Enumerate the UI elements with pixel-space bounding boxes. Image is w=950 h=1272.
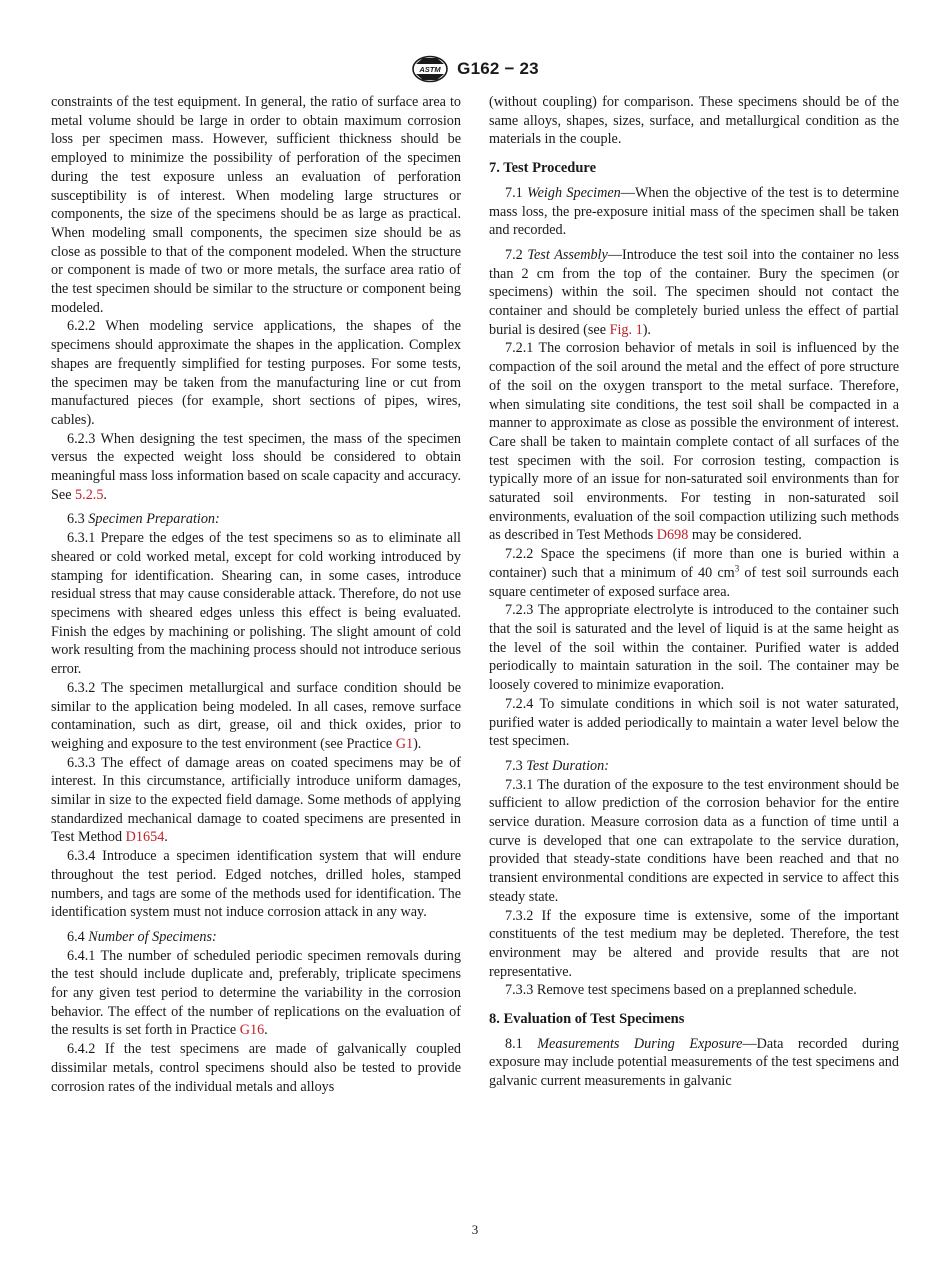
paragraph-7-3-1: 7.3.1 The duration of the exposure to the test environment should be sufficient to allow prediction of the corrosion behavior for the entire service duration. Measure corrosion data as a function of time until a curve is developed that one can extrapolate to the service duration, provided that steady-state conditions have been reached and that no transient environmental conditions are expected in service to affect this steady state. bbox=[489, 776, 899, 905]
section-8-heading: 8. Evaluation of Test Specimens bbox=[489, 1011, 685, 1028]
link-fig-1[interactable]: Fig. 1 bbox=[609, 321, 643, 338]
paragraph-7-2-3: 7.2.3 The appropriate electrolyte is introduced to the container such that the soil is saturated and the level of liquid is at the same height as the level of the soil within the container. Purified water is added periodically to maintain saturation in the soil. The container may be loosely covered to minimize evaporation. bbox=[489, 602, 899, 694]
document-designation: G162 − 23 bbox=[457, 59, 539, 78]
link-d1654[interactable]: D1654 bbox=[125, 829, 165, 846]
paragraph-7-2-2: 7.2.2 Space the specimens (if more than one is buried within a container) such that a minimum of 40 $cm^3$ of test soil surrounds each square centimeter of exposed surface area. bbox=[489, 546, 899, 600]
section-7-3-heading: 7.3 Test Duration: bbox=[505, 757, 609, 774]
svg-text:ASTM: ASTM bbox=[419, 65, 441, 74]
paragraph-7-3-3: 7.3.3 Remove test specimens based on a preplanned schedule. bbox=[505, 982, 857, 999]
link-d698[interactable]: D698 bbox=[656, 527, 689, 544]
paragraph-7-2: 7.2 Test Assembly—Introduce the test soil into the container no less than 2 cm from the top of the container. Bury the specimen (or specimens) within the soil. The specimen should not contact the container and should be completely buried unless the effect of partial burial is desired (see Fig. 1). bbox=[489, 246, 899, 338]
right-column bbox=[489, 93, 899, 1091]
paragraph-6-3-1: 6.3.1 Prepare the edges of the test specimens so as to eliminate all sheared or cold worked metal, except for cold working introduced by stamping for identification. Shearing can, in some cases, introduce residual stress that may cause considerable attack. Therefore, do not use specimens with sheared edges unless this effect is being evaluated. Finish the edges by machining or polishing. The slight amount of cold work resulting from the machining process should not introduce serious error. bbox=[51, 530, 461, 678]
paragraph-6-2-3: 6.2.3 When designing the test specimen, the mass of the specimen versus the expected weight loss should be considered to obtain meaningful mass loss information based on scale capacity and accuracy. See 5.2.5. bbox=[51, 430, 461, 503]
paragraph-8-1: 8.1 Measurements During Exposure—Data recorded during exposure may include potential measurements of the test specimens and galvanic current measurements in galvanic bbox=[489, 1035, 900, 1090]
page-header bbox=[0, 54, 950, 84]
paragraph-6-3-2: 6.3.2 The specimen metallurgical and surface condition should be similar to the application being modeled. In all cases, remove surface contamination, such as dirt, grease, oil and thick oxides, prior to weighing and exposure to the test environment (see Practice G1). bbox=[51, 679, 461, 752]
paragraph-6-4-2-continued: (without coupling) for comparison. These specimens should be of the same alloys, shapes, sizes, surface, and metallurgical condition as the materials in the couple. bbox=[489, 94, 899, 148]
paragraph-7-2-4: 7.2.4 To simulate conditions in which soil is not water saturated, purified water is added periodically to maintain a water level below the test specimen. bbox=[489, 695, 899, 750]
paragraph-6-2-1-continued: constraints of the test equipment. In general, the ratio of surface area to metal volume should be large in order to obtain maximum corrosion loss per specimen mass. However, sufficient thickness should be employed to minimize the possibility of perforation of the specimen during the test exposure unless an evaluation of perforation susceptibility is of interest. When modeling large structures or components, the size of the specimens should be as large as practical. When modeling small components, the specimen size should be as close as possible to that of the component modeled. When the structure or component is made of two or more metals, the surface area ratio of the test specimen should be similar to the structure or component being modeled. bbox=[51, 94, 461, 316]
left-column bbox=[51, 93, 461, 1096]
paragraph-6-2-2: 6.2.2 When modeling service applications, the shapes of the specimens should approximate the shapes in the application. Complex shapes are frequently simplified for testing purposes. For some tests, the specimen may be taken from the manufacturing line or cut from manufactured pieces (for example, short sections of pipes, wires, cables). bbox=[51, 318, 461, 428]
astm-logo-icon bbox=[411, 55, 449, 83]
paragraph-7-3-2: 7.3.2 If the exposure time is extensive, some of the important constituents of the test medium may be depleted. Therefore, the test environment may be altered and provide results that are not representative. bbox=[489, 907, 899, 980]
paragraph-6-3-3: 6.3.3 The effect of damage areas on coated specimens may be of interest. In this circumstance, artificially introduce uniform damages, similar in size to the expected field damage. Some methods of applying standardized mechanical damage to coated specimens are presented in Test Method D1654. bbox=[51, 754, 461, 846]
paragraph-7-1: 7.1 Weigh Specimen—When the objective of the test is to determine mass loss, the pre-exposure initial mass of the specimen shall be taken and recorded. bbox=[489, 184, 900, 239]
paragraph-6-4-1: 6.4.1 The number of scheduled periodic specimen removals during the test should include duplicate and, preferably, triplicate specimens for any given test period to determine the variability in the corrosion behavior. The effect of the number of replications on the evaluation of the results is set forth in Practice G16. bbox=[51, 947, 461, 1039]
link-g16[interactable]: G16 bbox=[239, 1022, 265, 1039]
link-g1[interactable]: G1 bbox=[395, 735, 414, 752]
link-5-2-5[interactable]: 5.2.5 bbox=[75, 486, 104, 503]
section-6-4-heading: 6.4 Number of Specimens: bbox=[67, 928, 217, 945]
section-7-heading: 7. Test Procedure bbox=[489, 160, 597, 177]
paragraph-6-3-4: 6.3.4 Introduce a specimen identification system that will endure throughout the test period. Edged notches, drilled holes, stamped numbers, and tags are some of the methods used for identification. The identification system must not induce corrosion attack in any way. bbox=[51, 848, 461, 921]
paragraph-7-2-1: 7.2.1 The corrosion behavior of metals in soil is influenced by the compaction of the soil around the metal and the effect of pore structure of the soil on the oxygen transport to the metal surface. Therefore, when simulating site conditions, the test soil shall be compacted in a manner to approximate as close as possible the environment of interest. Care shall be taken to maintain complete contact of all surfaces of the test specimen with the soil. For corrosion testing, compaction is typically more of an issue for non-saturated soil environments than for saturated soil environments. For testing in non-saturated soil environments, evaluation of the soil compaction utilizing such methods as described in Test Methods D698 may be considered. bbox=[489, 340, 899, 544]
section-6-3-heading: 6.3 Specimen Preparation: bbox=[67, 511, 220, 528]
paragraph-6-4-2: 6.4.2 If the test specimens are made of galvanically coupled dissimilar metals, control specimens should also be tested to provide corrosion rates of the individual metals and alloys bbox=[51, 1041, 461, 1095]
page-number: 3 bbox=[471, 1222, 479, 1237]
